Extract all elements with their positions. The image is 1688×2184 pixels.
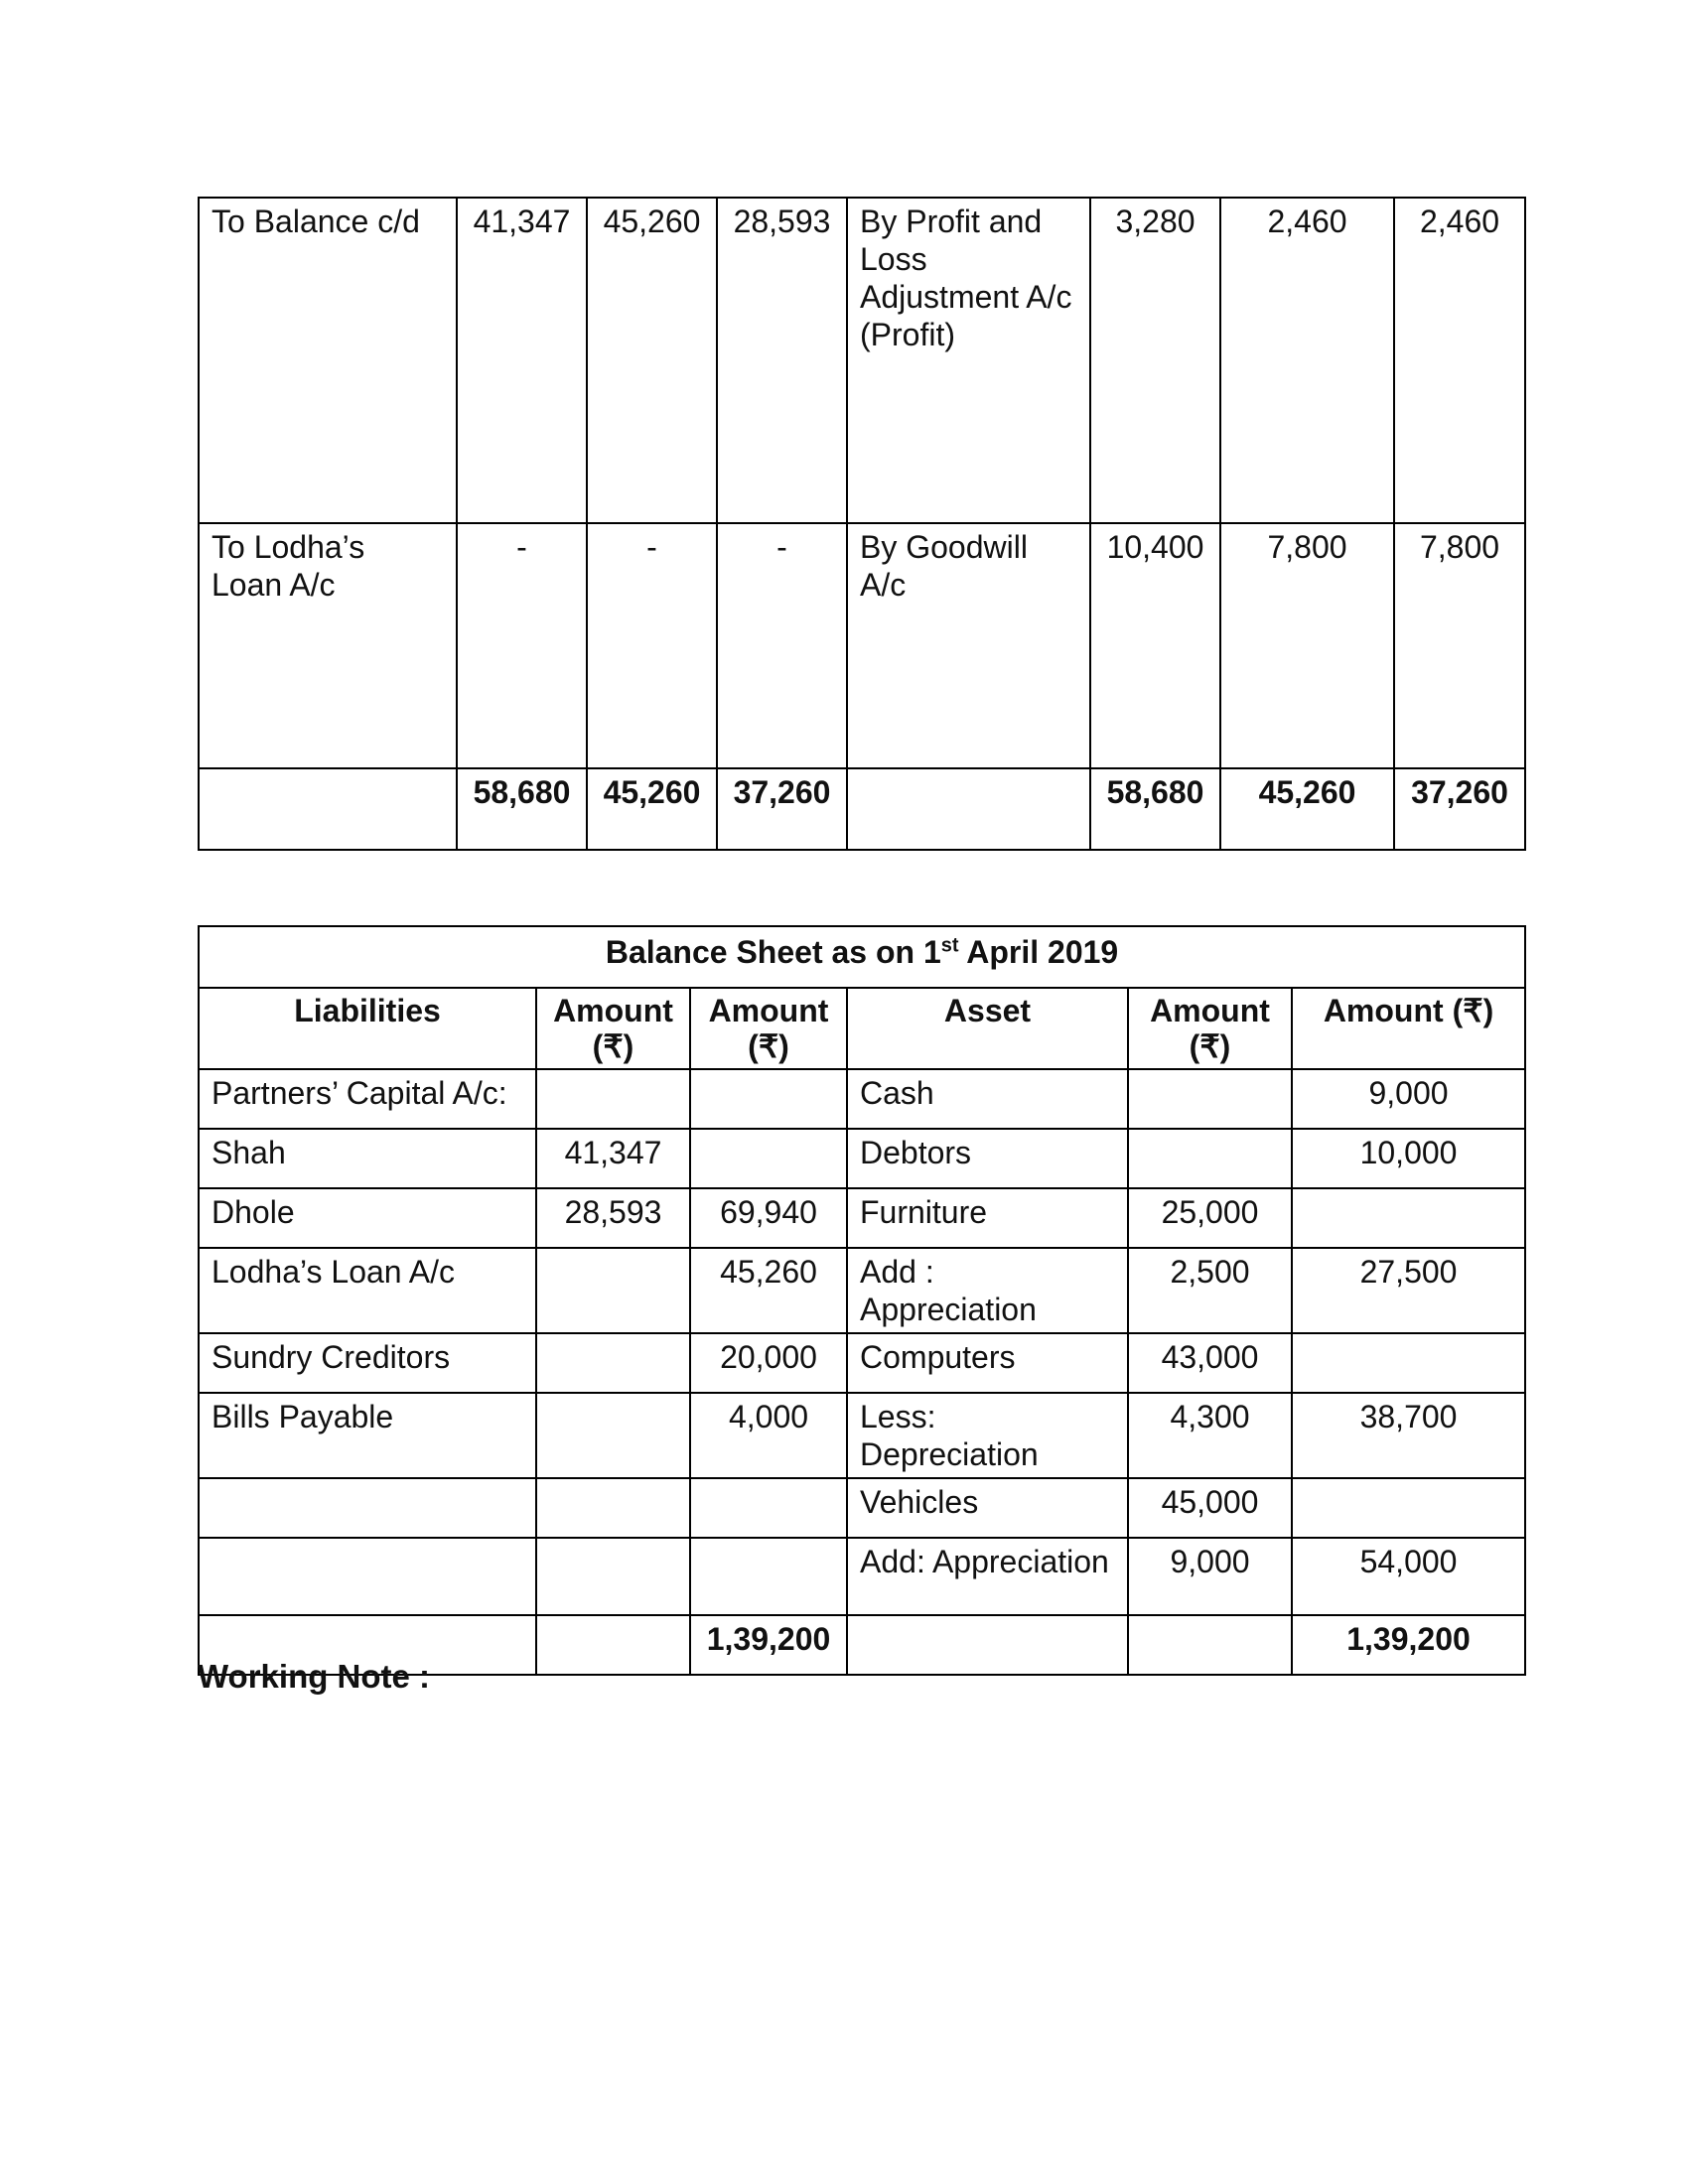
asset-cell: Add : Appreciation [847, 1248, 1128, 1333]
table-row [199, 1333, 1525, 1393]
asset-cell: Vehicles [847, 1478, 1128, 1538]
asset-cell: Cash [847, 1069, 1128, 1129]
table-row [199, 523, 1525, 768]
balance-sheet-title: Balance Sheet as on 1st April 2019 [199, 926, 1525, 988]
amount-cell [536, 1538, 690, 1615]
amount-cell [1292, 1188, 1525, 1248]
col-header-asset: Asset [847, 988, 1128, 1069]
col-header-amount: Amount (₹) [1292, 988, 1525, 1069]
liability-cell: Shah [199, 1129, 536, 1188]
amount-cell: 2,500 [1128, 1248, 1292, 1333]
amount-cell: - [587, 523, 717, 768]
table-row [199, 1393, 1525, 1478]
liability-cell [199, 1478, 536, 1538]
total-cell: 58,680 [457, 768, 587, 850]
col-header-amount: Amount (₹) [1128, 988, 1292, 1069]
amount-cell [536, 1248, 690, 1333]
table-row [199, 1129, 1525, 1188]
liability-cell [199, 1538, 536, 1615]
amount-cell: 10,000 [1292, 1129, 1525, 1188]
asset-cell: Less: Depreciation [847, 1393, 1128, 1478]
amount-cell: 3,280 [1090, 198, 1220, 523]
total-cell: 1,39,200 [1292, 1615, 1525, 1675]
amount-cell: 54,000 [1292, 1538, 1525, 1615]
debit-particular [199, 768, 457, 850]
table-row [199, 1188, 1525, 1248]
amount-cell: 7,800 [1220, 523, 1394, 768]
total-cell [536, 1615, 690, 1675]
total-cell: 45,260 [587, 768, 717, 850]
amount-cell: 38,700 [1292, 1393, 1525, 1478]
amount-cell: 45,260 [690, 1248, 847, 1333]
amount-cell: 10,400 [1090, 523, 1220, 768]
working-note-heading: Working Note : [198, 1658, 431, 1695]
liability-cell: Lodha’s Loan A/c [199, 1248, 536, 1333]
amount-cell [536, 1478, 690, 1538]
amount-cell: 43,000 [1128, 1333, 1292, 1393]
amount-cell: 41,347 [457, 198, 587, 523]
table-row [199, 1069, 1525, 1129]
capital-account-table [198, 197, 1526, 851]
credit-particular: By Goodwill A/c [847, 523, 1090, 768]
amount-cell [1292, 1478, 1525, 1538]
liability-cell: Bills Payable [199, 1393, 536, 1478]
amount-cell: - [717, 523, 847, 768]
asset-cell: Furniture [847, 1188, 1128, 1248]
table-row [199, 1248, 1525, 1333]
total-cell [1128, 1615, 1292, 1675]
total-cell: 58,680 [1090, 768, 1220, 850]
amount-cell [1292, 1333, 1525, 1393]
credit-particular: By Profit and Loss Adjustment A/c (Profit) [847, 198, 1090, 523]
amount-cell: 9,000 [1292, 1069, 1525, 1129]
amount-cell [536, 1069, 690, 1129]
amount-cell: 4,000 [690, 1393, 847, 1478]
amount-cell: 7,800 [1394, 523, 1525, 768]
amount-cell [690, 1538, 847, 1615]
credit-particular [847, 768, 1090, 850]
asset-cell: Computers [847, 1333, 1128, 1393]
totals-row [199, 768, 1525, 850]
total-cell: 1,39,200 [690, 1615, 847, 1675]
col-header-amount: Amount (₹) [536, 988, 690, 1069]
asset-cell: Debtors [847, 1129, 1128, 1188]
total-cell: 37,260 [1394, 768, 1525, 850]
amount-cell: 4,300 [1128, 1393, 1292, 1478]
amount-cell: 28,593 [717, 198, 847, 523]
amount-cell: 41,347 [536, 1129, 690, 1188]
table-row [199, 1538, 1525, 1615]
amount-cell [1128, 1069, 1292, 1129]
amount-cell [690, 1478, 847, 1538]
amount-cell [690, 1069, 847, 1129]
amount-cell: 2,460 [1394, 198, 1525, 523]
amount-cell: 9,000 [1128, 1538, 1292, 1615]
debit-particular: To Balance c/d [199, 198, 457, 523]
amount-cell: 25,000 [1128, 1188, 1292, 1248]
header-row [199, 988, 1525, 1069]
amount-cell [690, 1129, 847, 1188]
amount-cell: 20,000 [690, 1333, 847, 1393]
total-cell: 37,260 [717, 768, 847, 850]
amount-cell: 28,593 [536, 1188, 690, 1248]
amount-cell: 27,500 [1292, 1248, 1525, 1333]
total-cell: 45,260 [1220, 768, 1394, 850]
amount-cell: - [457, 523, 587, 768]
asset-cell: Add: Appreciation [847, 1538, 1128, 1615]
debit-particular: To Lodha’s Loan A/c [199, 523, 457, 768]
table-title-row [199, 926, 1525, 988]
amount-cell [536, 1393, 690, 1478]
liability-cell: Partners’ Capital A/c: [199, 1069, 536, 1129]
asset-cell [847, 1615, 1128, 1675]
amount-cell: 2,460 [1220, 198, 1394, 523]
liability-cell: Dhole [199, 1188, 536, 1248]
balance-sheet-table [198, 925, 1526, 1676]
amount-cell: 45,260 [587, 198, 717, 523]
amount-cell: 45,000 [1128, 1478, 1292, 1538]
liability-cell: Sundry Creditors [199, 1333, 536, 1393]
amount-cell [536, 1333, 690, 1393]
table-row [199, 198, 1525, 523]
table-row [199, 1478, 1525, 1538]
col-header-liabilities: Liabilities [199, 988, 536, 1069]
amount-cell: 69,940 [690, 1188, 847, 1248]
col-header-amount: Amount (₹) [690, 988, 847, 1069]
amount-cell [1128, 1129, 1292, 1188]
